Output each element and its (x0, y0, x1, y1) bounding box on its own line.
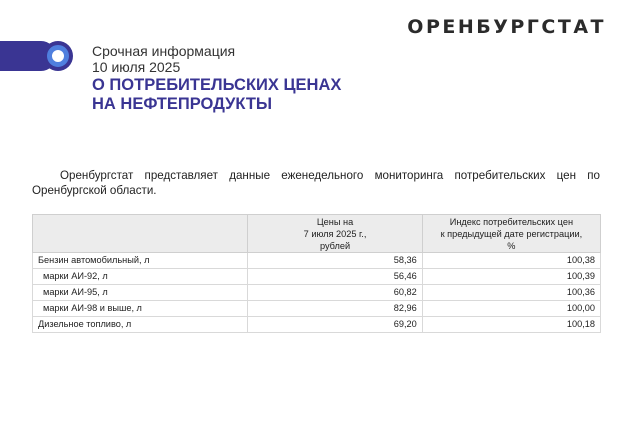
row-index: 100,18 (422, 317, 600, 333)
row-label: марки АИ-92, л (33, 269, 248, 285)
row-price: 60,82 (248, 285, 422, 301)
column-header-price (248, 215, 422, 253)
table-body (33, 253, 601, 333)
row-index: 100,36 (422, 285, 600, 301)
row-label: Дизельное топливо, л (33, 317, 248, 333)
row-price: 69,20 (248, 317, 422, 333)
row-label: марки АИ-98 и выше, л (33, 301, 248, 317)
title-line-1: О ПОТРЕБИТЕЛЬСКИХ ЦЕНАХ (92, 76, 342, 94)
row-index: 100,00 (422, 301, 600, 317)
column-header-label (33, 215, 248, 253)
table-header-row (33, 215, 601, 253)
row-label: марки АИ-95, л (33, 285, 248, 301)
column-header-text: Индекс потребительских цен (449, 216, 574, 227)
title-line-2: НА НЕФТЕПРОДУКТЫ (92, 95, 273, 113)
row-price: 56,46 (248, 269, 422, 285)
table-row (33, 253, 601, 269)
column-header-text: 7 июля 2025 г., (303, 228, 367, 239)
column-header-text: рублей (319, 240, 351, 251)
brand-logo: ОРЕНБУРГСТАТ (407, 16, 606, 38)
circle-icon (43, 41, 73, 71)
row-price: 58,36 (248, 253, 422, 269)
table-row (33, 285, 601, 301)
table-row (33, 269, 601, 285)
row-index: 100,39 (422, 269, 600, 285)
page-title (92, 76, 341, 114)
release-date: 10 июля 2025 (92, 59, 181, 75)
column-header-text: Цены на (316, 216, 354, 227)
column-header-text: % (507, 240, 516, 251)
column-header-index (422, 215, 600, 253)
column-header-text: к предыдущей дате регистрации, (440, 228, 583, 239)
release-type: Срочная информация (92, 43, 236, 59)
header (92, 43, 341, 114)
row-label: Бензин автомобильный, л (33, 253, 248, 269)
row-index: 100,38 (422, 253, 600, 269)
table-row (33, 317, 601, 333)
row-price: 82,96 (248, 301, 422, 317)
price-table (32, 214, 601, 333)
table-row (33, 301, 601, 317)
intro-paragraph: Оренбургстат представляет данные еженедельного мониторинга потребительских цен по Оренбургской области. (32, 168, 600, 197)
